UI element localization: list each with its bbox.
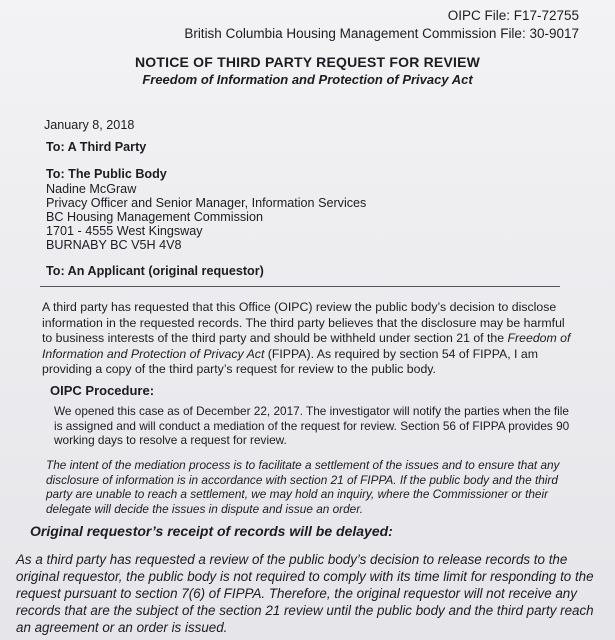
contact-organization: BC Housing Management Commission: [46, 210, 263, 224]
act-subtitle: Freedom of Information and Protection of Privacy Act: [142, 72, 473, 87]
procedure-paragraph-1: We opened this case as of December 22, 2017. The investigator will notify the parties when the file is assigned and will conduct a mediation of the request for review. Section 56 of FIPPA provides 90 working days to resolve a request for review.: [54, 404, 570, 447]
contact-title: Privacy Officer and Senior Manager, Information Services: [46, 196, 367, 210]
intro-paragraph: A third party has requested that this Office (OIPC) review the public body’s decision to disclose information in the requested records. The third party believes that the disclosure may be harmful to business interests of the third party and should be withheld under section 21 of the Freedom of Information and Protection of Privacy Act (FIPPA). As required by section 54 of FIPPA, I am providing a copy of the third party’s request for review to the public body.: [42, 300, 571, 376]
recipient-public-body: To: The Public Body: [46, 167, 167, 181]
commission-file-number: British Columbia Housing Management Commission File: 30-9017: [184, 26, 579, 41]
contact-street: 1701 - 4555 West Kingsway: [46, 224, 203, 238]
delay-heading: Original requestor’s receipt of records will be delayed:: [30, 523, 393, 539]
procedure-paragraph-2: The intent of the mediation process is to facilitate a settlement of the issues and to ensure that any disclosure of information is in accordance with section 21 of FIPPA. If the public body and the third party are unable to reach a settlement, we may hold an inquiry, where the Commissioner or their delegate will decide the issues in dispute and issue an order.: [46, 458, 560, 516]
contact-name: Nadine McGraw: [46, 182, 137, 196]
letter-date: January 8, 2018: [44, 118, 135, 132]
delay-paragraph: As a third party has requested a review of the public body’s decision to release records to the original requestor, the public body is not required to comply with its time limit for responding to the request pursuant to section 7(6) of FIPPA. Therefore, the original requestor will not receive any records that are the subject of the section 21 review until the public body and the third party reach an agreement or an order is issued.: [16, 552, 594, 635]
divider-line: [40, 286, 560, 287]
act-name-italic: Freedom of Information and Protection of Privacy Act: [42, 331, 571, 361]
recipient-third-party: To: A Third Party: [46, 140, 147, 154]
oipc-file-number: OIPC File: F17-72755: [447, 8, 579, 23]
procedure-heading: OIPC Procedure:: [50, 383, 155, 398]
notice-title: NOTICE OF THIRD PARTY REQUEST FOR REVIEW: [134, 54, 481, 70]
contact-city: BURNABY BC V5H 4V8: [46, 238, 182, 252]
recipient-applicant: To: An Applicant (original requestor): [46, 264, 264, 278]
